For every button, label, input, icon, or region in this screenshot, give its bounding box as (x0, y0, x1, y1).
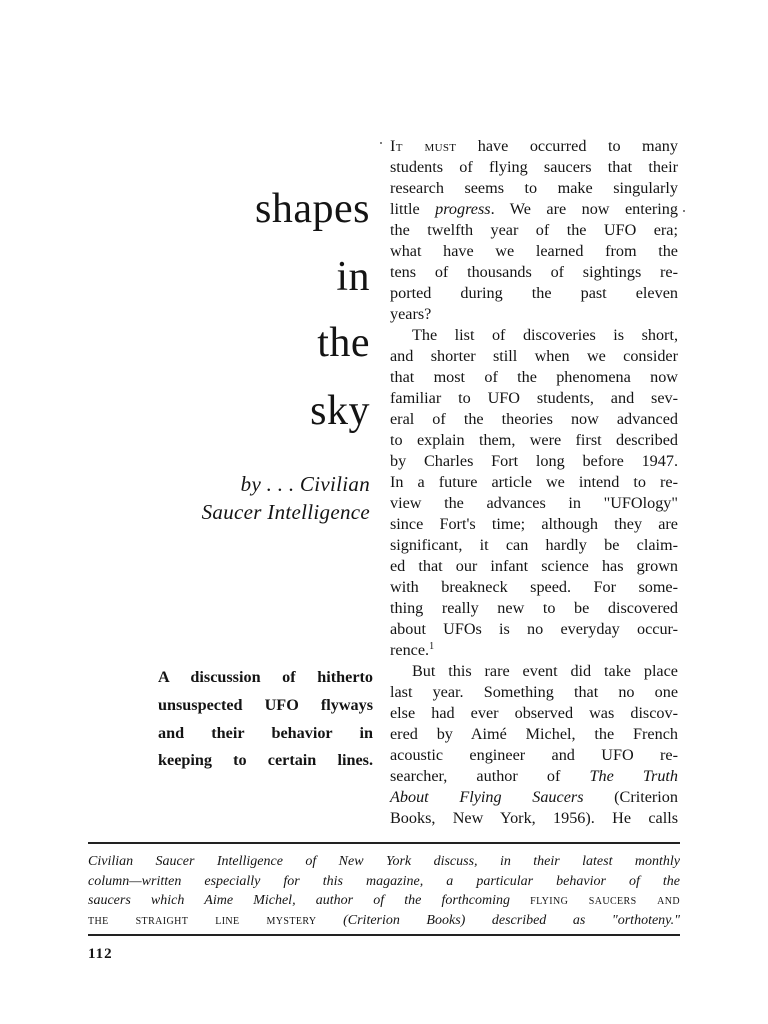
article-paragraph-start: The list of discoveries is short, (412, 326, 678, 344)
teaser-summary (158, 664, 373, 775)
title-word-shapes: shapes (255, 186, 370, 232)
article-line: about UFOs is no everyday occur- (390, 620, 678, 638)
article-line: rence.$^1$ (390, 641, 435, 659)
article-line: eral of the theories now advanced (390, 410, 678, 428)
article-line: Books, New York, 1956). He calls (390, 809, 678, 827)
article-line: ed that our infant science has grown (390, 557, 678, 575)
article-line: the twelfth year of the UFO era; (390, 221, 678, 239)
byline (202, 470, 370, 526)
article-line: to explain them, were first described (390, 431, 678, 449)
article-line: research seems to make singularly (390, 179, 678, 197)
article-paragraph-start: But this rare event did take place (412, 662, 678, 680)
footnote-reference: 1 (429, 641, 435, 652)
divider-rule-top (88, 842, 680, 844)
article-line: ported during the past eleven (390, 284, 678, 302)
book-title-caps: flying saucers and (530, 893, 680, 908)
article-line: familiar to UFO students, and sev- (390, 389, 678, 407)
emphasis-progress: progress (435, 200, 491, 218)
editorial-note-line: Civilian Saucer Intelligence of New York discuss, in their latest monthly (88, 854, 680, 869)
article-line: It must have occurred to many (390, 137, 678, 155)
title-word-the: the (317, 320, 370, 366)
article-body (390, 136, 678, 829)
editorial-note (88, 852, 680, 930)
editorial-note-line: the straight line mystery (Criterion Books) described as "orthoteny." (88, 912, 680, 928)
editorial-note-line: saucers which Aime Michel, author of the forthcoming flying saucers and (88, 893, 680, 908)
scan-speck (683, 210, 685, 212)
article-line: About Flying Saucers (Criterion (390, 788, 678, 806)
book-title: The Truth (589, 767, 679, 785)
article-line: that most of the phenomena now (390, 368, 678, 386)
article-line: view the advances in "UFOlogy" (390, 494, 678, 512)
article-line: with breakneck speed. For some- (390, 578, 678, 596)
article-line: and shorter still when we consider (390, 347, 678, 365)
article-line: else had ever observed was discov- (390, 704, 678, 722)
article-line: acoustic engineer and UFO re- (390, 746, 678, 764)
divider-rule-bottom (88, 934, 680, 936)
article-line: thing really new to be discovered (390, 599, 678, 617)
article-line: searcher, author of The Truth (390, 767, 679, 785)
teaser-line: keeping to certain lines. (158, 751, 373, 770)
byline-line-2: Saucer Intelligence (201, 500, 370, 524)
article-line: students of flying saucers that their (390, 158, 678, 176)
article-line: since Fort's time; although they are (390, 515, 678, 533)
teaser-line: A discussion of hitherto (158, 668, 373, 686)
scan-speck (380, 142, 382, 144)
article-line: little progress. We are now entering (390, 200, 678, 218)
article-line: significant, it can hardly be claim- (390, 536, 678, 554)
article-line: last year. Something that no one (390, 683, 678, 701)
page-number: 112 (88, 946, 113, 962)
article-line: by Charles Fort long before 1947. (390, 452, 678, 470)
book-title-caps: the straight line mystery (88, 912, 317, 928)
article-line: what have we learned from the (390, 242, 678, 260)
article-opening-small-caps: It must (390, 137, 457, 155)
article-line: tens of thousands of sightings re- (390, 263, 678, 281)
article-line: ered by Aimé Michel, the French (390, 725, 678, 743)
title-word-in: in (336, 254, 370, 300)
book-title: About Flying Saucers (390, 788, 584, 806)
editorial-note-line: column—written especially for this magazine, a particular behavior of the (88, 873, 680, 889)
byline-line-1: by . . . Civilian (240, 472, 370, 496)
article-line: In a future article we intend to re- (390, 473, 678, 491)
title-word-sky: sky (310, 388, 370, 434)
teaser-line: and their behavior in (158, 723, 373, 742)
article-line: years? (390, 305, 432, 323)
teaser-line: unsuspected UFO flyways (158, 695, 373, 714)
